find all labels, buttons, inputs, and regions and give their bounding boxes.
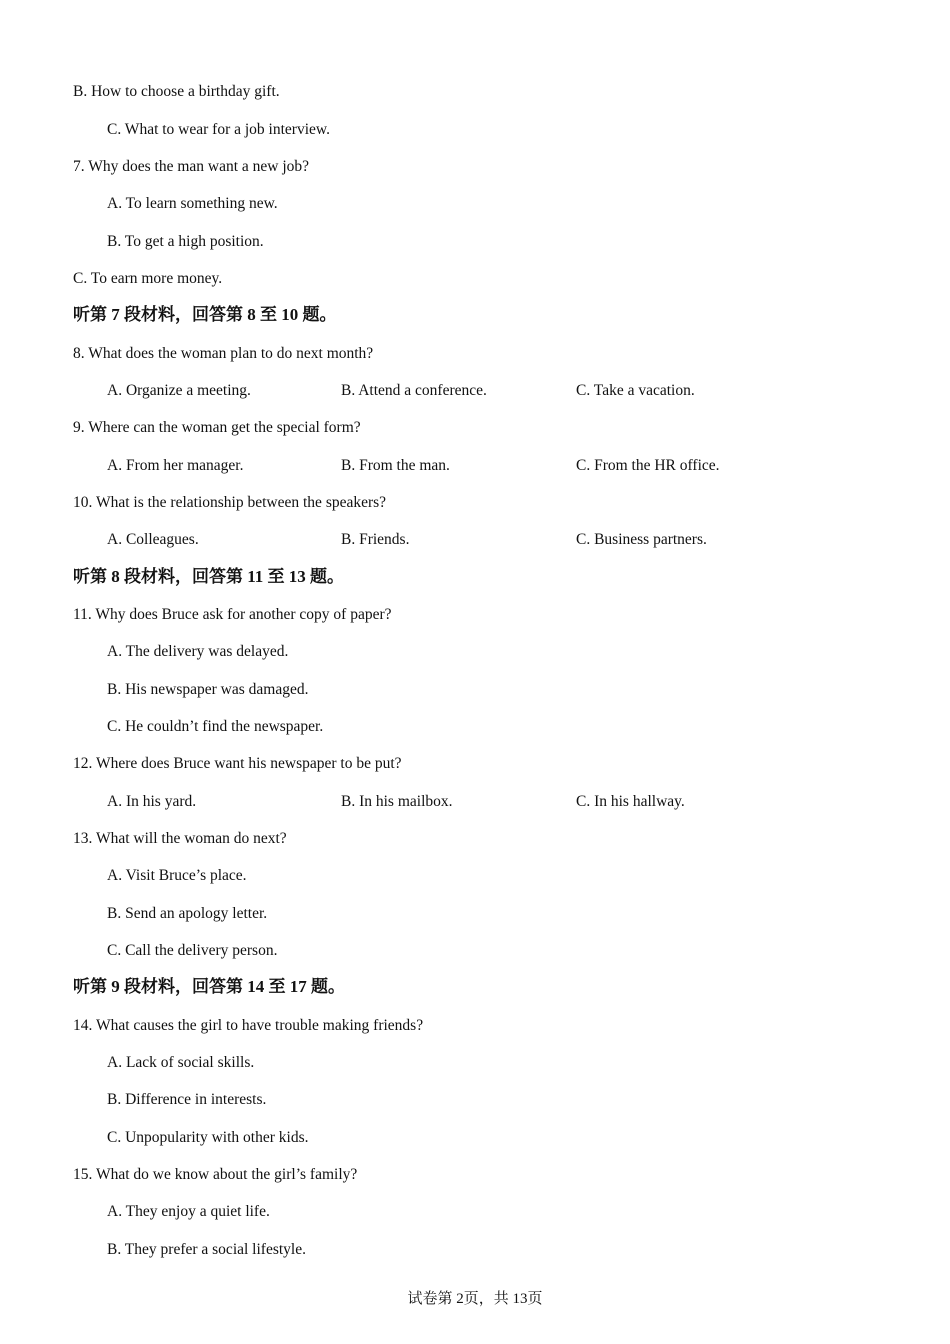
question-9: 9. Where can the woman get the special form?	[73, 419, 361, 436]
option-14a: A. Lack of social skills.	[107, 1054, 255, 1071]
question-12: 12. Where does Bruce want his newspaper to be put?	[73, 755, 402, 772]
option-10c: C. Business partners.	[576, 531, 707, 548]
question-15: 15. What do we know about the girl’s family?	[73, 1166, 358, 1183]
option-14c: C. Unpopularity with other kids.	[107, 1129, 309, 1146]
section-heading-7: 听第 7 段材料，回答第 8 至 10 题。	[73, 305, 337, 324]
section-heading-9: 听第 9 段材料，回答第 14 至 17 题。	[73, 977, 345, 996]
option-9b: B. From the man.	[341, 457, 450, 474]
option-9c: C. From the HR office.	[576, 457, 720, 474]
option-6c: C. What to wear for a job interview.	[107, 121, 330, 138]
option-7b: B. To get a high position.	[107, 233, 264, 250]
option-11a: A. The delivery was delayed.	[107, 643, 289, 660]
option-10a: A. Colleagues.	[107, 531, 199, 548]
option-12b: B. In his mailbox.	[341, 793, 453, 810]
option-8c: C. Take a vacation.	[576, 382, 695, 399]
option-8a: A. Organize a meeting.	[107, 382, 251, 399]
question-14: 14. What causes the girl to have trouble making friends?	[73, 1017, 424, 1034]
option-15b: B. They prefer a social lifestyle.	[107, 1241, 306, 1258]
question-8: 8. What does the woman plan to do next month?	[73, 345, 374, 362]
page-footer: 试卷第 2页，共 13页	[407, 1291, 543, 1307]
option-10b: B. Friends.	[341, 531, 410, 548]
option-6b: B. How to choose a birthday gift.	[73, 83, 280, 100]
option-11c: C. He couldn’t find the newspaper.	[107, 718, 324, 735]
option-7c: C. To earn more money.	[73, 270, 223, 287]
option-13a: A. Visit Bruce’s place.	[107, 867, 247, 884]
option-15a: A. They enjoy a quiet life.	[107, 1203, 270, 1220]
section-heading-8: 听第 8 段材料，回答第 11 至 13 题。	[73, 567, 345, 586]
option-11b: B. His newspaper was damaged.	[107, 681, 309, 698]
option-12a: A. In his yard.	[107, 793, 197, 810]
question-7: 7. Why does the man want a new job?	[73, 158, 310, 175]
question-13: 13. What will the woman do next?	[73, 830, 287, 847]
option-13b: B. Send an apology letter.	[107, 905, 268, 922]
option-8b: B. Attend a conference.	[341, 382, 487, 399]
option-9a: A. From her manager.	[107, 457, 244, 474]
option-13c: C. Call the delivery person.	[107, 942, 278, 959]
option-14b: B. Difference in interests.	[107, 1091, 267, 1108]
option-12c: C. In his hallway.	[576, 793, 685, 810]
option-7a: A. To learn something new.	[107, 195, 278, 212]
question-11: 11. Why does Bruce ask for another copy of paper?	[73, 606, 392, 623]
question-10: 10. What is the relationship between the speakers?	[73, 494, 387, 511]
